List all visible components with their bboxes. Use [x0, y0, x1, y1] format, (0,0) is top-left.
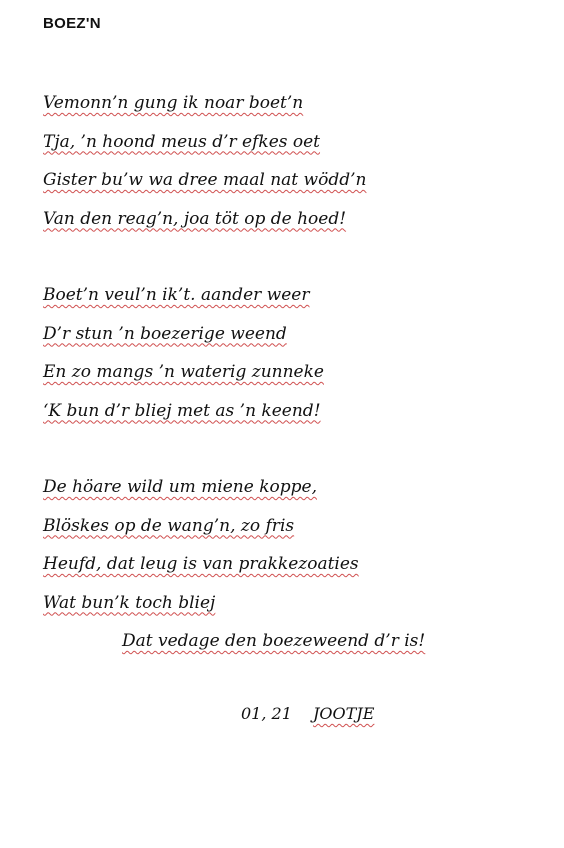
poem-line: Tja, ’n hoond meus d’r efkes oet [43, 131, 321, 152]
stanza-1 [43, 88, 543, 242]
poem-line: Gister bu’w wa dree maal nat wödd’n [43, 170, 367, 190]
poem-line-indented: Dat vedage den boezeweend d’r is! [122, 631, 426, 651]
poem-title: BOEZ'N [43, 15, 101, 32]
stanza-divider [43, 434, 543, 472]
poem-line: En zo mangs ’n waterig zunneke [43, 362, 324, 382]
poem-line: Blöskes op de wang’n, zo fris [43, 515, 295, 536]
poem-line: Van den reag’n, joa töt op de hoed! [43, 208, 347, 229]
signature [241, 704, 374, 723]
poem-line: ‘K bun d’r bliej met as ’n keend! [43, 400, 321, 421]
poem-body [43, 88, 543, 665]
stanza-2 [43, 280, 543, 434]
stanza-3 [43, 472, 543, 665]
poem-line: D’r stun ’n boezerige weend [43, 323, 287, 344]
poem-line: Boet’n veul’n ik’t. aander weer [43, 285, 310, 305]
poem-line: De höare wild um miene koppe, [43, 477, 317, 497]
author-name: JOOTJE [312, 704, 375, 723]
poem-line: Heufd, dat leug is van prakkezoaties [43, 554, 359, 574]
poem-line: Wat bun’k toch bliej [43, 592, 216, 613]
poem-line: Vemonn’n gung ik noar boet’n [43, 93, 304, 113]
signature-date: 01, 21 [241, 704, 292, 723]
stanza-divider [43, 242, 543, 280]
